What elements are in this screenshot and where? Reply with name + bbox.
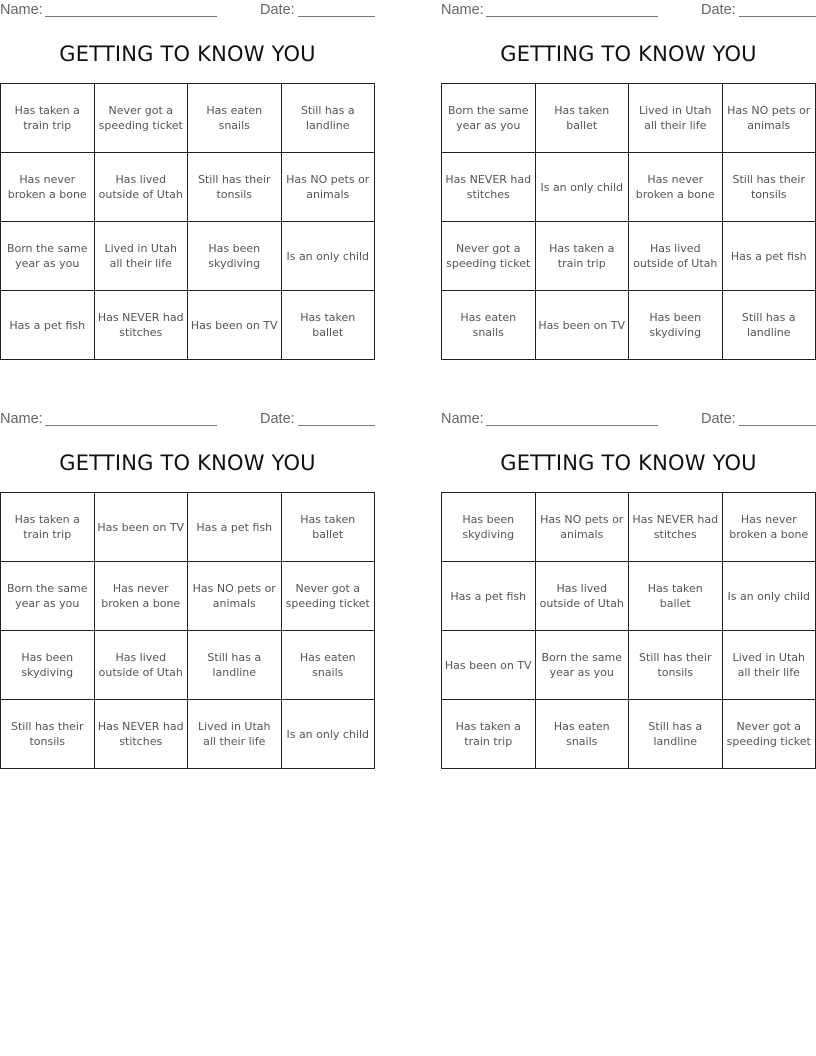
bingo-square[interactable]: Has taken a train trip xyxy=(535,222,629,291)
date-blank-line[interactable] xyxy=(298,16,375,17)
bingo-square[interactable]: Has taken a train trip xyxy=(1,84,95,153)
bingo-square[interactable]: Has been on TV xyxy=(442,631,536,700)
date-label: Date: xyxy=(701,411,736,427)
bingo-square[interactable]: Has lived outside of Utah xyxy=(535,562,629,631)
bingo-square[interactable]: Still has their tonsils xyxy=(629,631,723,700)
bingo-square[interactable]: Still has a landline xyxy=(281,84,375,153)
name-label: Name: xyxy=(0,411,43,427)
card-header xyxy=(0,0,375,22)
bingo-square[interactable]: Has never broken a bone xyxy=(1,153,95,222)
bingo-square[interactable]: Has been on TV xyxy=(188,291,282,360)
bingo-square[interactable]: Lived in Utah all their life xyxy=(94,222,188,291)
bingo-square[interactable]: Still has a landline xyxy=(722,291,816,360)
bingo-grid xyxy=(0,83,375,360)
bingo-grid xyxy=(441,492,816,769)
bingo-square[interactable]: Born the same year as you xyxy=(1,222,95,291)
bingo-square[interactable]: Still has their tonsils xyxy=(722,153,816,222)
grid-row xyxy=(1,291,375,360)
bingo-square[interactable]: Has been skydiving xyxy=(442,493,536,562)
card-header xyxy=(0,409,375,431)
name-label: Name: xyxy=(441,2,484,18)
name-label: Name: xyxy=(441,411,484,427)
bingo-square[interactable]: Has NEVER had stitches xyxy=(94,291,188,360)
bingo-square[interactable]: Still has a landline xyxy=(188,631,282,700)
bingo-card xyxy=(441,409,816,748)
date-label: Date: xyxy=(701,2,736,18)
grid-row xyxy=(1,700,375,769)
bingo-square[interactable]: Is an only child xyxy=(722,562,816,631)
bingo-square[interactable]: Is an only child xyxy=(281,222,375,291)
bingo-square[interactable]: Is an only child xyxy=(281,700,375,769)
bingo-square[interactable]: Has taken a train trip xyxy=(442,700,536,769)
grid-row xyxy=(1,562,375,631)
grid-row xyxy=(442,700,816,769)
bingo-grid xyxy=(441,83,816,360)
grid-row xyxy=(1,84,375,153)
bingo-square[interactable]: Has been on TV xyxy=(94,493,188,562)
bingo-square[interactable]: Has lived outside of Utah xyxy=(94,153,188,222)
bingo-square[interactable]: Has lived outside of Utah xyxy=(94,631,188,700)
date-label: Date: xyxy=(260,411,295,427)
card-title: GETTING TO KNOW YOU xyxy=(59,42,316,66)
bingo-square[interactable]: Has a pet fish xyxy=(722,222,816,291)
grid-row xyxy=(442,631,816,700)
grid-row xyxy=(1,153,375,222)
bingo-square[interactable]: Has been skydiving xyxy=(188,222,282,291)
bingo-square[interactable]: Has NO pets or animals xyxy=(281,153,375,222)
bingo-square[interactable]: Has eaten snails xyxy=(281,631,375,700)
bingo-square[interactable]: Has NEVER had stitches xyxy=(629,493,723,562)
bingo-square[interactable]: Has been skydiving xyxy=(629,291,723,360)
date-label: Date: xyxy=(260,2,295,18)
grid-row xyxy=(442,153,816,222)
bingo-square[interactable]: Still has a landline xyxy=(629,700,723,769)
bingo-square[interactable]: Never got a speeding ticket xyxy=(722,700,816,769)
bingo-square[interactable]: Has a pet fish xyxy=(442,562,536,631)
date-blank-line[interactable] xyxy=(298,425,375,426)
grid-row xyxy=(442,562,816,631)
grid-row xyxy=(442,84,816,153)
bingo-square[interactable]: Still has their tonsils xyxy=(188,153,282,222)
bingo-square[interactable]: Has taken a train trip xyxy=(1,493,95,562)
grid-row xyxy=(442,222,816,291)
bingo-square[interactable]: Has eaten snails xyxy=(188,84,282,153)
bingo-square[interactable]: Lived in Utah all their life xyxy=(188,700,282,769)
card-title: GETTING TO KNOW YOU xyxy=(59,451,316,475)
date-blank-line[interactable] xyxy=(739,425,816,426)
bingo-square[interactable]: Has lived outside of Utah xyxy=(629,222,723,291)
bingo-card xyxy=(0,409,375,748)
bingo-square[interactable]: Has taken ballet xyxy=(281,291,375,360)
bingo-card xyxy=(0,0,375,339)
bingo-square[interactable]: Never got a speeding ticket xyxy=(442,222,536,291)
card-title: GETTING TO KNOW YOU xyxy=(500,42,757,66)
bingo-square[interactable]: Has never broken a bone xyxy=(629,153,723,222)
date-blank-line[interactable] xyxy=(739,16,816,17)
bingo-square[interactable]: Born the same year as you xyxy=(1,562,95,631)
bingo-card xyxy=(441,0,816,339)
bingo-square[interactable]: Born the same year as you xyxy=(442,84,536,153)
bingo-square[interactable]: Never got a speeding ticket xyxy=(94,84,188,153)
bingo-square[interactable]: Never got a speeding ticket xyxy=(281,562,375,631)
bingo-square[interactable]: Has taken ballet xyxy=(535,84,629,153)
grid-row xyxy=(442,291,816,360)
card-title: GETTING TO KNOW YOU xyxy=(500,451,757,475)
name-blank-line[interactable] xyxy=(486,425,658,426)
bingo-square[interactable]: Has taken ballet xyxy=(629,562,723,631)
grid-row xyxy=(1,631,375,700)
card-header xyxy=(441,0,816,22)
bingo-square[interactable]: Still has their tonsils xyxy=(1,700,95,769)
bingo-square[interactable]: Has eaten snails xyxy=(535,700,629,769)
bingo-square[interactable]: Born the same year as you xyxy=(535,631,629,700)
bingo-square[interactable]: Is an only child xyxy=(535,153,629,222)
bingo-grid xyxy=(0,492,375,769)
bingo-square[interactable]: Has NO pets or animals xyxy=(535,493,629,562)
bingo-square[interactable]: Has been skydiving xyxy=(1,631,95,700)
name-blank-line[interactable] xyxy=(486,16,658,17)
bingo-square[interactable]: Has a pet fish xyxy=(1,291,95,360)
bingo-square[interactable]: Has never broken a bone xyxy=(94,562,188,631)
bingo-square[interactable]: Has been on TV xyxy=(535,291,629,360)
bingo-square[interactable]: Lived in Utah all their life xyxy=(722,631,816,700)
bingo-square[interactable]: Has NO pets or animals xyxy=(188,562,282,631)
name-blank-line[interactable] xyxy=(45,16,217,17)
bingo-square[interactable]: Has NEVER had stitches xyxy=(442,153,536,222)
name-label: Name: xyxy=(0,2,43,18)
bingo-square[interactable]: Has NEVER had stitches xyxy=(94,700,188,769)
bingo-square[interactable]: Lived in Utah all their life xyxy=(629,84,723,153)
grid-row xyxy=(442,493,816,562)
grid-row xyxy=(1,493,375,562)
bingo-square[interactable]: Has taken ballet xyxy=(281,493,375,562)
bingo-square[interactable]: Has eaten snails xyxy=(442,291,536,360)
card-header xyxy=(441,409,816,431)
bingo-square[interactable]: Has a pet fish xyxy=(188,493,282,562)
bingo-square[interactable]: Has never broken a bone xyxy=(722,493,816,562)
bingo-square[interactable]: Has NO pets or animals xyxy=(722,84,816,153)
name-blank-line[interactable] xyxy=(45,425,217,426)
grid-row xyxy=(1,222,375,291)
